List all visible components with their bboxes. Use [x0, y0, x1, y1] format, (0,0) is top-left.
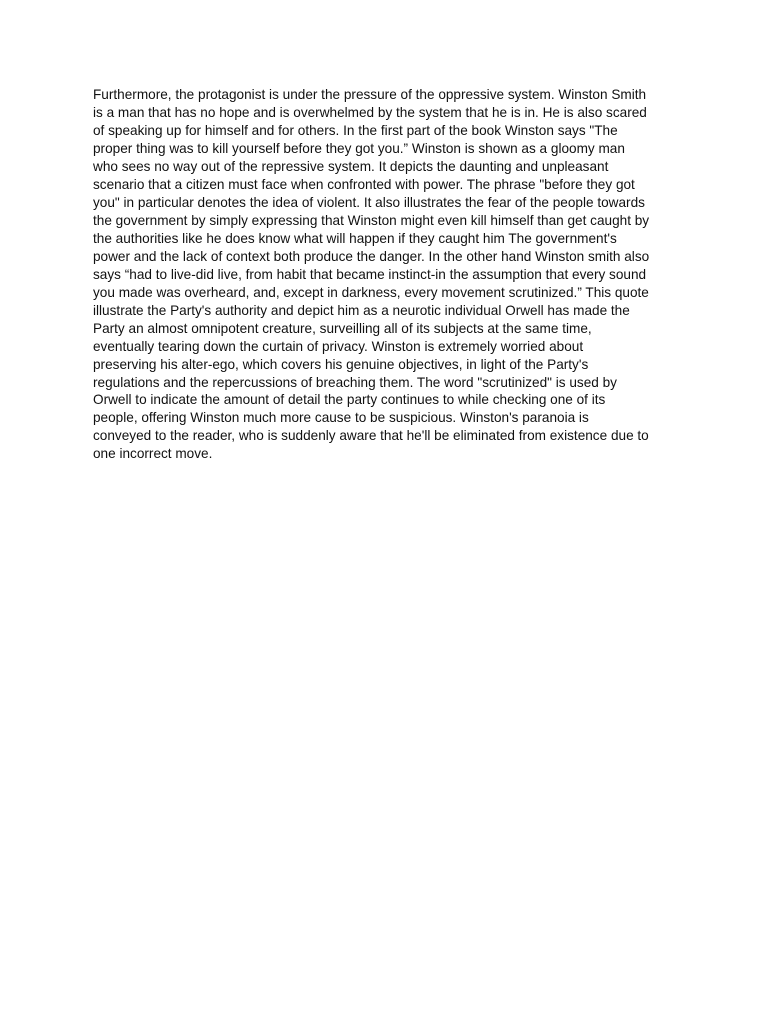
paragraph-line: says “had to live-did live, from habit that became instinct-in the assumption that every sound	[93, 266, 647, 282]
paragraph-line: regulations and the repercussions of breaching them. The word "scrutinized" is used by	[93, 374, 617, 390]
paragraph-line: the authorities like he does know what will happen if they caught him The government's	[93, 230, 617, 246]
paragraph-line: of speaking up for himself and for others. In the first part of the book Winston says "The	[93, 122, 618, 138]
paragraph-line: Orwell to indicate the amount of detail the party continues to while checking one of its	[93, 392, 606, 408]
paragraph-line: illustrate the Party's authority and depict him as a neurotic individual Orwell has made the	[93, 302, 630, 318]
paragraph-line: is a man that has no hope and is overwhelmed by the system that he is in. He is also scared	[93, 104, 647, 120]
paragraph-line: preserving his alter-ego, which covers his genuine objectives, in light of the Party's	[93, 356, 589, 372]
paragraph-line: scenario that a citizen must face when confronted with power. The phrase "before they got	[93, 176, 635, 192]
paragraph-line: Party an almost omnipotent creature, surveilling all of its subjects at the same time,	[93, 320, 592, 336]
paragraph-line: the government by simply expressing that Winston might even kill himself than get caught by	[93, 212, 650, 228]
essay-paragraph	[93, 86, 693, 463]
paragraph-line: power and the lack of context both produce the danger. In the other hand Winston smith also	[93, 248, 650, 264]
paragraph-line: who sees no way out of the repressive system. It depicts the daunting and unpleasant	[93, 158, 609, 174]
paragraph-line: you made was overheard, and, except in darkness, every movement scrutinized.” This quote	[93, 284, 649, 300]
paragraph-line: people, offering Winston much more cause to be suspicious. Winston's paranoia is	[93, 410, 589, 426]
paragraph-line: conveyed to the reader, who is suddenly aware that he'll be eliminated from existence due to	[93, 428, 649, 444]
paragraph-line: you" in particular denotes the idea of violent. It also illustrates the fear of the people towards	[93, 194, 645, 210]
paragraph-line: proper thing was to kill yourself before they got you.” Winston is shown as a gloomy man	[93, 140, 625, 156]
paragraph-line: Furthermore, the protagonist is under the pressure of the oppressive system. Winston Smith	[93, 87, 647, 102]
paragraph-line: eventually tearing down the curtain of privacy. Winston is extremely worried about	[93, 338, 584, 354]
paragraph-line: one incorrect move.	[93, 446, 213, 462]
